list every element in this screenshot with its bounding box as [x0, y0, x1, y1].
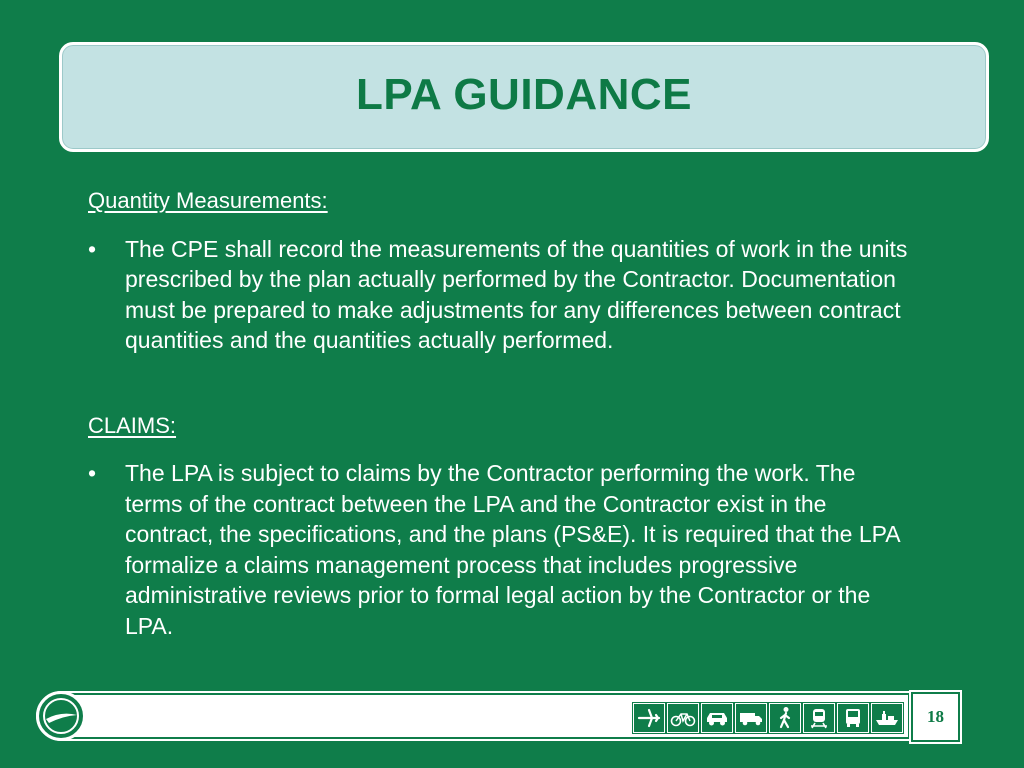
section-heading-quantity: Quantity Measurements: — [88, 188, 328, 213]
car-icon — [701, 703, 733, 733]
pedestrian-icon — [769, 703, 801, 733]
slide-title: LPA GUIDANCE — [356, 70, 692, 119]
truck-icon — [735, 703, 767, 733]
ship-icon — [871, 703, 903, 733]
train-icon — [803, 703, 835, 733]
bullet-mark: • — [88, 235, 97, 262]
transport-modes — [633, 703, 903, 733]
odot-logo-icon — [36, 691, 86, 741]
section-heading-claims: CLAIMS: — [88, 412, 177, 438]
bullet-mark: • — [88, 460, 97, 486]
bullet-quantity — [88, 234, 928, 356]
title-box — [59, 42, 989, 152]
bullet-text-quantity: The CPE shall record the measurements of the quantities of work in the units prescribed by the plan actually performed by the Contractor. Documentation must be prepared to make adjustments for any differences between contract quantities and the quantities actually performed. — [125, 235, 908, 353]
bicycle-icon — [667, 703, 699, 733]
bullet-claims — [88, 458, 928, 641]
bus-icon — [837, 703, 869, 733]
bullet-text-claims: The LPA is subject to claims by the Contractor performing the work. The terms of the contract between the LPA and the Contractor exist in the contract, the specifications, and the plans (PS&E). It is required that the LPA formalize a claims management process that includes progressive administrative reviews prior to formal legal action by the Contractor or the LPA. — [125, 460, 900, 639]
airplane-icon — [633, 703, 665, 733]
slide-content — [88, 186, 928, 641]
page-number: 18 — [911, 692, 960, 742]
